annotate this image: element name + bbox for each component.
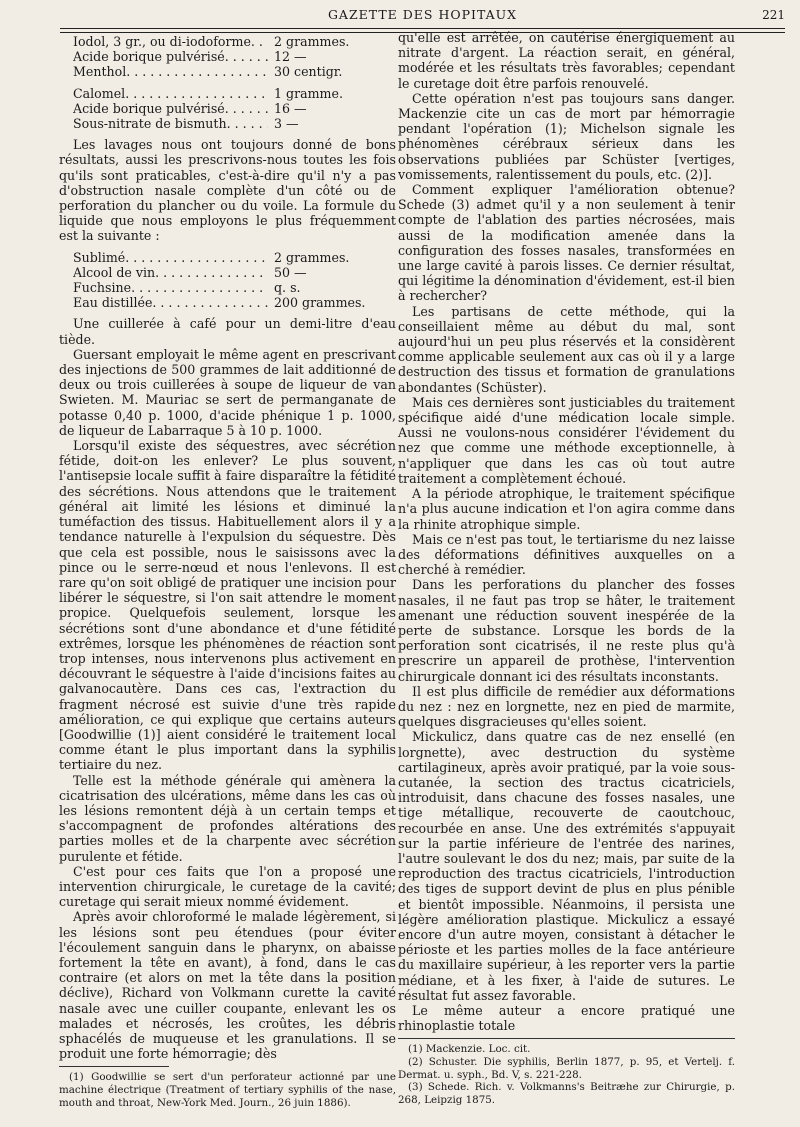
rx-row bbox=[59, 265, 396, 280]
rx-drug: Alcool de vin . . . bbox=[73, 265, 268, 280]
paragraph: Telle est la méthode générale qui amènera la cicatrisation des ulcérations, même dans les cas où les lésions remontent déjà à un certain temps et s'accompagnent de profondes altérations des parties molles et de la charpente avec sécrétion purulente et fétide. bbox=[59, 772, 396, 864]
rx-drug: Sous-nitrate de bismuth . . . bbox=[73, 116, 268, 131]
paragraph: Les lavages nous ont toujours donné de bons résultats, aussi les prescrivons-nous toutes les fois qu'ils sont praticables, c'est-à-dire qu'il n'y a pas d'obstruction nasale complète d'un côté ou de perforation du plancher ou du voile. La formule du liquide que nous employons le plus fréquemment est la suivante : bbox=[59, 137, 396, 244]
paragraph: Une cuillerée à café pour un demi-litre d'eau tiède. bbox=[59, 316, 396, 347]
rx-drug: Acide borique pulvérisé . . . bbox=[73, 49, 268, 64]
rx-qty: 2 grammes. bbox=[274, 34, 350, 49]
rx-qty: 50 — bbox=[274, 264, 307, 280]
page-number: 221 bbox=[762, 8, 785, 22]
footnote: (3) Schede. Rich. v. Volkmanns's Beitræhe zur Chirurgie, p. 268, Leipzig 1875. bbox=[398, 1081, 735, 1106]
rx-row bbox=[59, 250, 396, 265]
paragraph: C'est pour ces faits que l'on a proposé une intervention chirurgicale, le curetage de la cavité; curetage qui serait mieux nommé évidement. bbox=[59, 863, 396, 910]
footnote: (1) Mackenzie. Loc. cit. bbox=[408, 1043, 531, 1056]
rx-row bbox=[59, 116, 396, 131]
rx-drug: Eau distillée . . . bbox=[73, 295, 268, 310]
rx-qty: 30 centigr. bbox=[274, 64, 343, 80]
rx-drug: Fuchsine . . . bbox=[73, 280, 268, 295]
rx-drug: Calomel . . . bbox=[73, 86, 268, 101]
prescription-1 bbox=[59, 34, 396, 80]
paragraph: A la période atrophique, le traitement spécifique n'a plus aucune indication et l'on agira comme dans la rhinite atrophique simple. bbox=[398, 486, 735, 532]
paragraph: Les partisans de cette méthode, qui la conseillaient même au début du mal, sont aujourd'hui un peu plus réservés et la considèrent comme applicable seulement aux cas où il y a large destruction des tissus et formation de granulations abondantes (Schüster). bbox=[398, 303, 735, 395]
paragraph: Mais ce n'est pas tout, le tertiarisme du nez laisse des déformations définitives auxquelles on a cherché à remédier. bbox=[398, 531, 735, 578]
paragraph: Il est plus difficile de remédier aux déformations du nez : nez en lorgnette, nez en pied de marmite, quelques disgracieuses qu'elles soient. bbox=[398, 683, 735, 730]
rx-qty: 3 — bbox=[274, 116, 299, 132]
rx-row bbox=[59, 280, 396, 295]
footnote: (2) Schuster. Die syphilis, Berlin 1877, p. 95, et Vertelj. f. Dermat. u. syph., Bd. V, s. 221-228. bbox=[398, 1056, 735, 1081]
footnote: (1) Goodwillie se sert d'un perforateur actionné par une machine électrique (Treatment of tertiary syphilis of the nase, mouth and throat, New-York Med. Journ., 26 juin 1886). bbox=[59, 1071, 396, 1109]
paragraph: Après avoir chloroformé le malade légèrement, si les lésions sont peu étendues (pour éviter l'écoulement sanguin dans le pharynx, on abaisse fortement la tête en avant), à fond, dans le cas contraire (et alors on met la tête dans la position déclive), Richard von Volkmann curette la cavité nasale avec une cuiller coupante, enlevant les os malades et nécrosés, les croûtes, les débris sphacélés de muqueuse et les granulations. Il se produit une forte hémorragie; dès bbox=[59, 909, 396, 1062]
rx-qty: 1 gramme. bbox=[274, 85, 343, 101]
footnote-rule bbox=[398, 1038, 735, 1039]
paragraph: Guersant employait le même agent en prescrivant des injections de 500 grammes de lait additionné de deux ou trois cuillerées à soupe de liqueur de van Swieten. M. Mauriac se sert de permanganate de potasse 0,40 p. 1000, d'acide phénique 1 p. 1000, de liqueur de Labarraque 5 à 10 p. 1000. bbox=[59, 346, 396, 438]
rx-qty: q. s. bbox=[274, 280, 301, 296]
paragraph: Comment expliquer l'amélioration obtenue? Schede (3) admet qu'il y a non seulement à tenir compte de l'ablation des parties nécrosées, mais aussi de la modification amenée dans la configuration des fosses nasales, transformées en une large cavité à parois lisses. Ce dernier résultat, qui légitime la dénomination d'évidement, est-il bien à rechercher? bbox=[398, 182, 735, 304]
prescription-3 bbox=[59, 250, 396, 311]
prescription-2 bbox=[59, 86, 396, 132]
rx-drug: Menthol . . . bbox=[73, 64, 268, 79]
rx-row bbox=[59, 64, 396, 79]
paragraph: Cette opération n'est pas toujours sans danger. Mackenzie cite un cas de mort par hémorragie pendant l'opération (1); Michelson signale les phénomènes cérébraux sérieux dans les observations publiées par Schüster [vertiges, vomissements, ralentissement du pouls, etc. (2)]. bbox=[398, 90, 735, 182]
rx-row bbox=[59, 101, 396, 116]
rx-row bbox=[59, 49, 396, 64]
rx-row bbox=[59, 86, 396, 101]
paragraph: Mais ces dernières sont justiciables du traitement spécifique aidé d'une médication locale simple. Aussi ne voulons-nous considérer l'évidement du nez que comme une méthode exceptionnelle, à n'appliquer que dans les cas où tout autre traitement a complètement échoué. bbox=[398, 394, 735, 486]
header-rule-thick bbox=[60, 28, 785, 29]
right-column bbox=[398, 30, 735, 1106]
rx-drug: Acide borique pulvérisé . . . bbox=[73, 101, 268, 116]
rx-qty: 12 — bbox=[274, 49, 307, 65]
journal-title: GAZETTE DES HOPITAUX bbox=[327, 7, 518, 22]
paragraph: Lorsqu'il existe des séquestres, avec sécrétion fétide, doit-on les enlever? Le plus souvent, l'antisepsie locale suffit à faire disparaître la fétidité des sécrétions. Nous attendons que le traitement général ait limité les lésions et diminué la tuméfaction des tissus. Habituellement alors il y a tendance naturelle à l'expulsion du séquestre. Dès que cela est possible, nous le saisissons avec la pince ou le serre-nœud et nous l'enlevons. Il est rare qu'on soit obligé de pratiquer une incision pour libérer le séquestre, si l'on sait attendre le moment propice. Quelquefois seulement, lorsque les sécrétions sont d'une abondance et d'une fétidité extrêmes, lorsque les phénomènes de réaction sont trop intenses, nous intervenons plus activement en découvrant le séquestre à l'aide d'incisions faites au galvanocautère. Dans ces cas, l'extraction du fragment nécrosé est suivie d'une très rapide amélioration, ce qui explique que certains auteurs [Goodwillie (1)] aient considéré le traitement local comme étant le plus important dans la syphilis tertiaire du nez. bbox=[59, 438, 396, 773]
paragraph: Le même auteur a encore pratiqué une rhinoplastie totale bbox=[398, 1003, 735, 1034]
rx-row bbox=[59, 295, 396, 310]
running-header bbox=[60, 4, 785, 24]
rx-qty: 200 grammes. bbox=[274, 295, 366, 311]
paragraph: Mickulicz, dans quatre cas de nez ensellé (en lorgnette), avec destruction du système cartilagineux, après avoir pratiqué, par la voie sous-cutanée, la section des tractus cicatriciels, introduisit, dans chacune des fosses nasales, une tige métallique, recouverte de caoutchouc, recourbée en anse. Une des extrémités s'appuyait sur la partie inférieure de l'entrée des narines, l'autre soulevant le dos du nez; mais, par suite de la reproduction des tractus cicatriciels, l'introduction des tiges de support devint de plus en plus pénible et bientôt impossible. Néanmoins, il persista une légère amélioration plastique. Mickulicz a essayé encore d'un autre moyen, consistant à détacher le périoste et les parties molles de la face antérieure du maxillaire supérieur, à les reporter vers la partie médiane, et à les fixer, à l'aide de sutures. Le résultat fut assez favorable. bbox=[398, 729, 735, 1003]
rx-drug: Iodol, 3 gr., ou di-iodoforme . . . bbox=[73, 34, 268, 49]
rx-drug: Sublimé . . . bbox=[73, 250, 268, 265]
rx-qty: 2 grammes. bbox=[274, 249, 350, 265]
rx-qty: 16 — bbox=[274, 100, 307, 116]
rx-row bbox=[59, 34, 396, 49]
left-column bbox=[59, 30, 396, 1109]
paragraph: Dans les perforations du plancher des fosses nasales, il ne faut pas trop se hâter, le traitement amenant une réduction souvent inespérée de la perte de substance. Lorsque les bords de la perforation sont cicatrisés, il ne reste plus qu'à prescrire un appareil de prothèse, l'intervention chirurgicale donnant ici des résultats inconstants. bbox=[398, 577, 735, 684]
footnote-rule bbox=[59, 1066, 169, 1067]
paragraph: qu'elle est arrêtée, on cautérise énergiquement au nitrate d'argent. La réaction serait, en général, modérée et les résultats très favorables; cependant le curetage doit être parfois renouvelé. bbox=[398, 30, 735, 91]
